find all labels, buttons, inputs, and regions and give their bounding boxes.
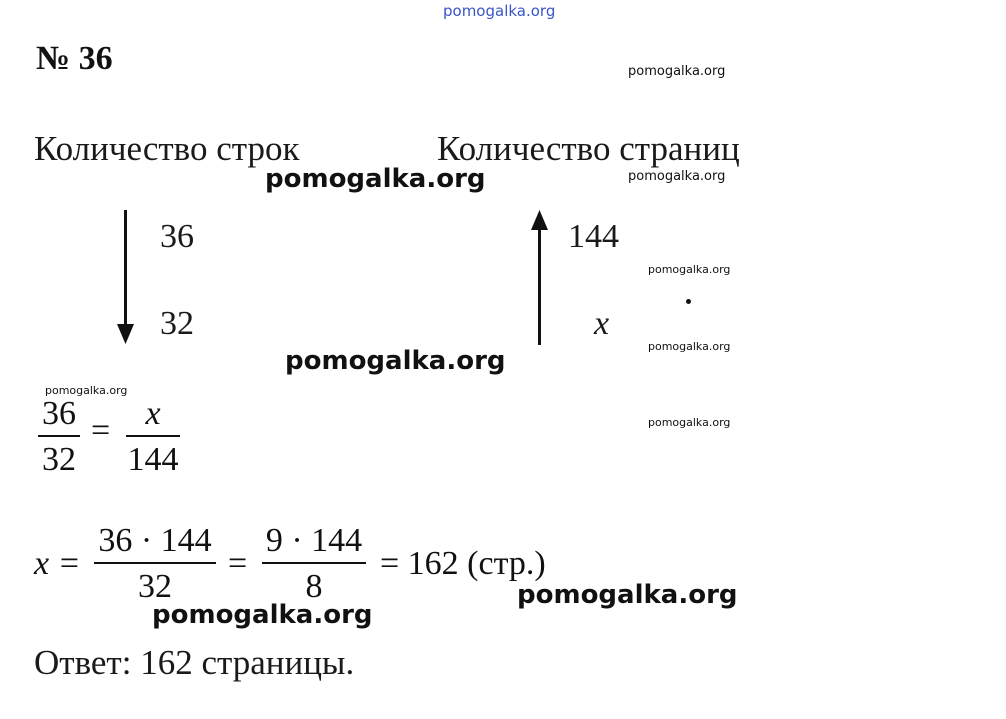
solution-fraction-1 <box>94 524 216 604</box>
watermark-top-link[interactable]: pomogalka.org <box>443 2 556 20</box>
solution-fraction-2-denominator: 8 <box>305 568 323 605</box>
fraction-bar <box>94 562 216 564</box>
watermark: pomogalka.org <box>517 580 738 610</box>
stray-dot <box>686 299 691 304</box>
watermark: pomogalka.org <box>628 64 726 79</box>
proportion-right-denominator: 144 <box>127 441 179 478</box>
proportion-left-fraction <box>38 397 80 477</box>
proportion-right-fraction <box>126 397 180 477</box>
watermark: pomogalka.org <box>648 416 731 429</box>
watermark: pomogalka.org <box>628 169 726 184</box>
pages-value-unknown: x <box>594 305 610 342</box>
lines-value-1: 36 <box>160 218 194 255</box>
watermark: pomogalka.org <box>648 263 731 276</box>
fraction-bar <box>262 562 366 564</box>
heading-pages-count: Количество страниц <box>437 129 740 168</box>
watermark: pomogalka.org <box>152 600 373 630</box>
proportion-left-denominator: 32 <box>42 441 76 478</box>
solution-lhs: x = <box>34 545 81 582</box>
fraction-bar <box>38 435 80 437</box>
solution-fraction-2-numerator: 9 · 144 <box>265 522 363 559</box>
pages-value-1: 144 <box>568 218 619 255</box>
solution-equals: = <box>228 545 248 582</box>
problem-number: № 36 <box>36 40 113 77</box>
proportion-right-numerator: x <box>145 395 161 432</box>
proportion-left-numerator: 36 <box>42 395 76 432</box>
watermark: pomogalka.org <box>648 340 731 353</box>
watermark: pomogalka.org <box>285 346 506 376</box>
lines-value-2: 32 <box>160 305 194 342</box>
fraction-bar <box>126 435 180 437</box>
down-arrow-shaft <box>124 210 127 328</box>
solution-fraction-1-numerator: 36 · 144 <box>98 522 212 559</box>
watermark: pomogalka.org <box>265 164 486 194</box>
answer-text: Ответ: 162 страницы. <box>34 643 355 682</box>
solution-fraction-1-denominator: 32 <box>138 568 172 605</box>
down-arrow-icon <box>117 324 134 344</box>
up-arrow-icon <box>531 210 548 230</box>
heading-lines-count: Количество строк <box>34 129 300 168</box>
solution-fraction-2 <box>262 524 366 604</box>
watermark: pomogalka.org <box>45 384 128 397</box>
up-arrow-shaft <box>538 228 541 345</box>
solution-result: = 162 (стр.) <box>380 545 546 582</box>
proportion-equals: = <box>91 412 111 449</box>
